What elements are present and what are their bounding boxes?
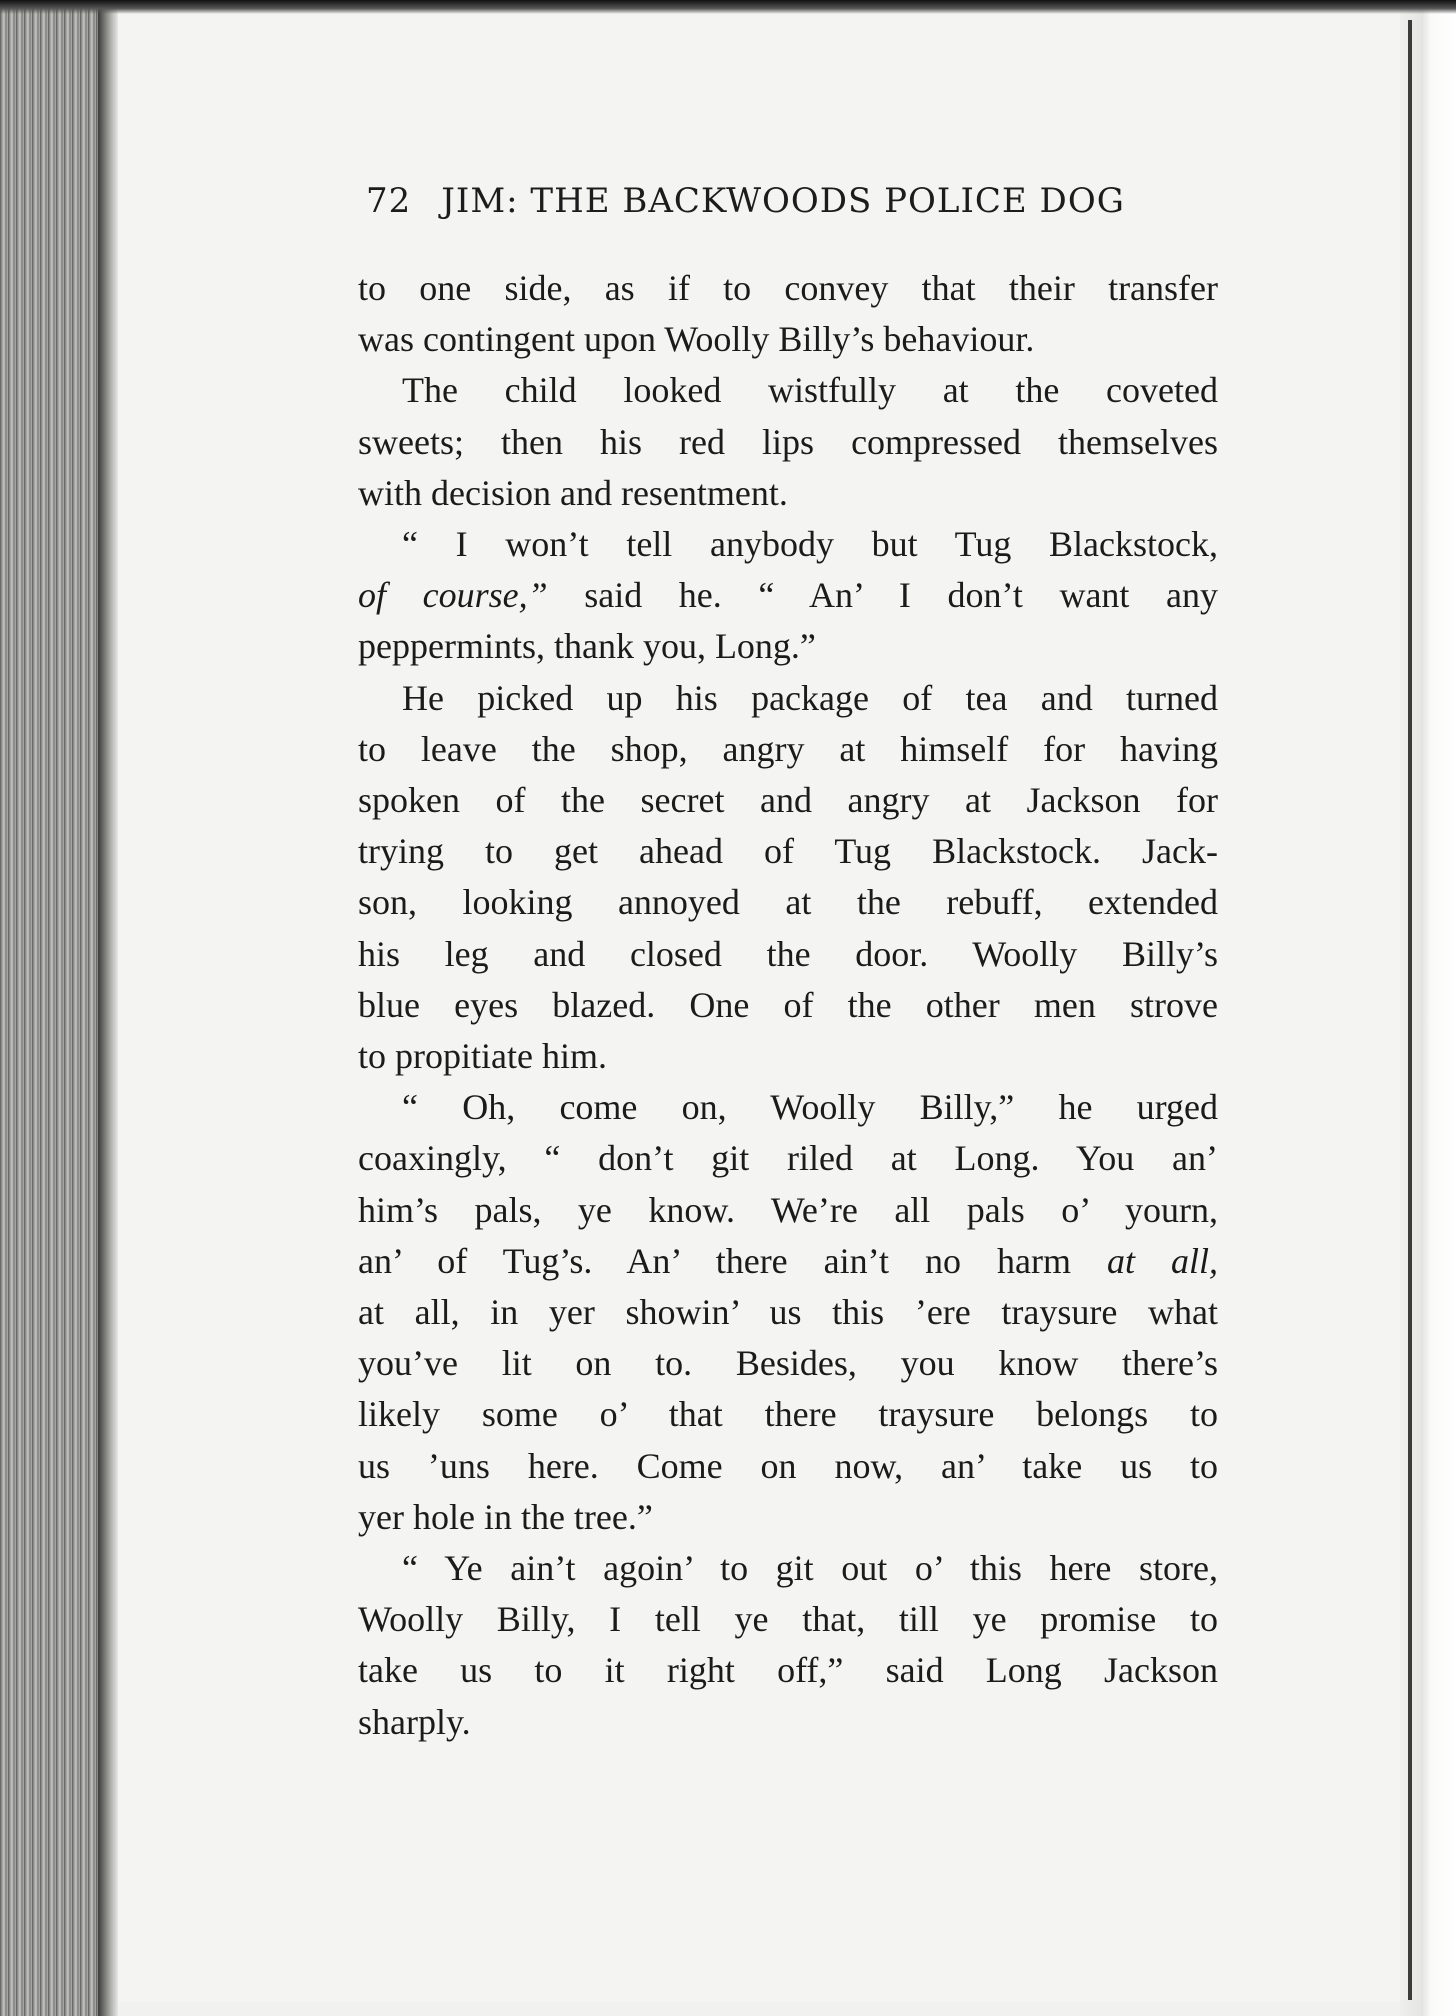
text-line: “ Ye ain’t agoin’ to git out o’ this here store, — [402, 1548, 1218, 1589]
text-line: him’s pals, ye know. We’re all pals o’ yourn, — [358, 1189, 1218, 1230]
body-text — [358, 263, 1218, 1748]
text-line: us ’uns here. Come on now, an’ take us to — [358, 1445, 1218, 1486]
text-line: coaxingly, “ don’t git riled at Long. You an’ — [358, 1138, 1218, 1179]
text-line: “ Oh, come on, Woolly Billy,” he urged — [402, 1087, 1218, 1128]
text-line: you’ve lit on to. Besides, you know there’s — [358, 1343, 1218, 1384]
book-spine-edge — [0, 0, 112, 2016]
text-line: yer hole in the tree.” — [358, 1496, 653, 1537]
text-line: his leg and closed the door. Woolly Billy’s — [358, 933, 1218, 974]
text-line: Woolly Billy, I tell ye that, till ye promise to — [358, 1599, 1218, 1640]
spine-shadow — [98, 0, 118, 2016]
text-line: blue eyes blazed. One of the other men strove — [358, 984, 1218, 1025]
running-title: JIM: THE BACKWOODS POLICE DOG — [441, 181, 1125, 221]
text-line: peppermints, thank you, Long.” — [358, 626, 816, 667]
text-line: trying to get ahead of Tug Blackstock. Jack- — [358, 831, 1218, 872]
text-line: sharply. — [358, 1701, 471, 1742]
text-line: sweets; then his red lips compressed themselves — [358, 421, 1218, 462]
text-line: son, looking annoyed at the rebuff, extended — [358, 882, 1218, 923]
top-shadow — [0, 0, 1456, 14]
text-line: The child looked wistfully at the coveted — [402, 370, 1218, 411]
text-line — [358, 570, 1218, 621]
text-line: with decision and resentment. — [358, 472, 788, 513]
text-line: to leave the shop, angry at himself for having — [358, 728, 1218, 769]
text-line: “ I won’t tell anybody but Tug Blackstock, — [402, 524, 1218, 565]
italic-text: of course,” — [358, 575, 548, 616]
page-border-line — [1408, 20, 1412, 2000]
running-header — [366, 181, 1166, 221]
text-line: take us to it right off,” said Long Jackson — [358, 1650, 1218, 1691]
text-line: He picked up his package of tea and turned — [402, 677, 1218, 718]
italic-text: at all, — [1106, 1240, 1218, 1281]
text-line: to propitiate him. — [358, 1036, 607, 1077]
text-line: spoken of the secret and angry at Jackson for — [358, 780, 1218, 821]
text-run: an’ of Tug’s. An’ there ain’t no harm — [358, 1240, 1107, 1281]
page-number: 72 — [366, 181, 412, 221]
text-line: was contingent upon Woolly Billy’s behaviour. — [358, 319, 1035, 360]
text-line: at all, in yer showin’ us this ’ere traysure what — [358, 1292, 1218, 1333]
text-line: to one side, as if to convey that their transfer — [358, 268, 1218, 308]
text-line: likely some o’ that there traysure belongs to — [358, 1394, 1218, 1435]
text-line — [358, 1236, 1218, 1287]
text-run: said he. “ An’ I don’t want any — [547, 575, 1219, 616]
